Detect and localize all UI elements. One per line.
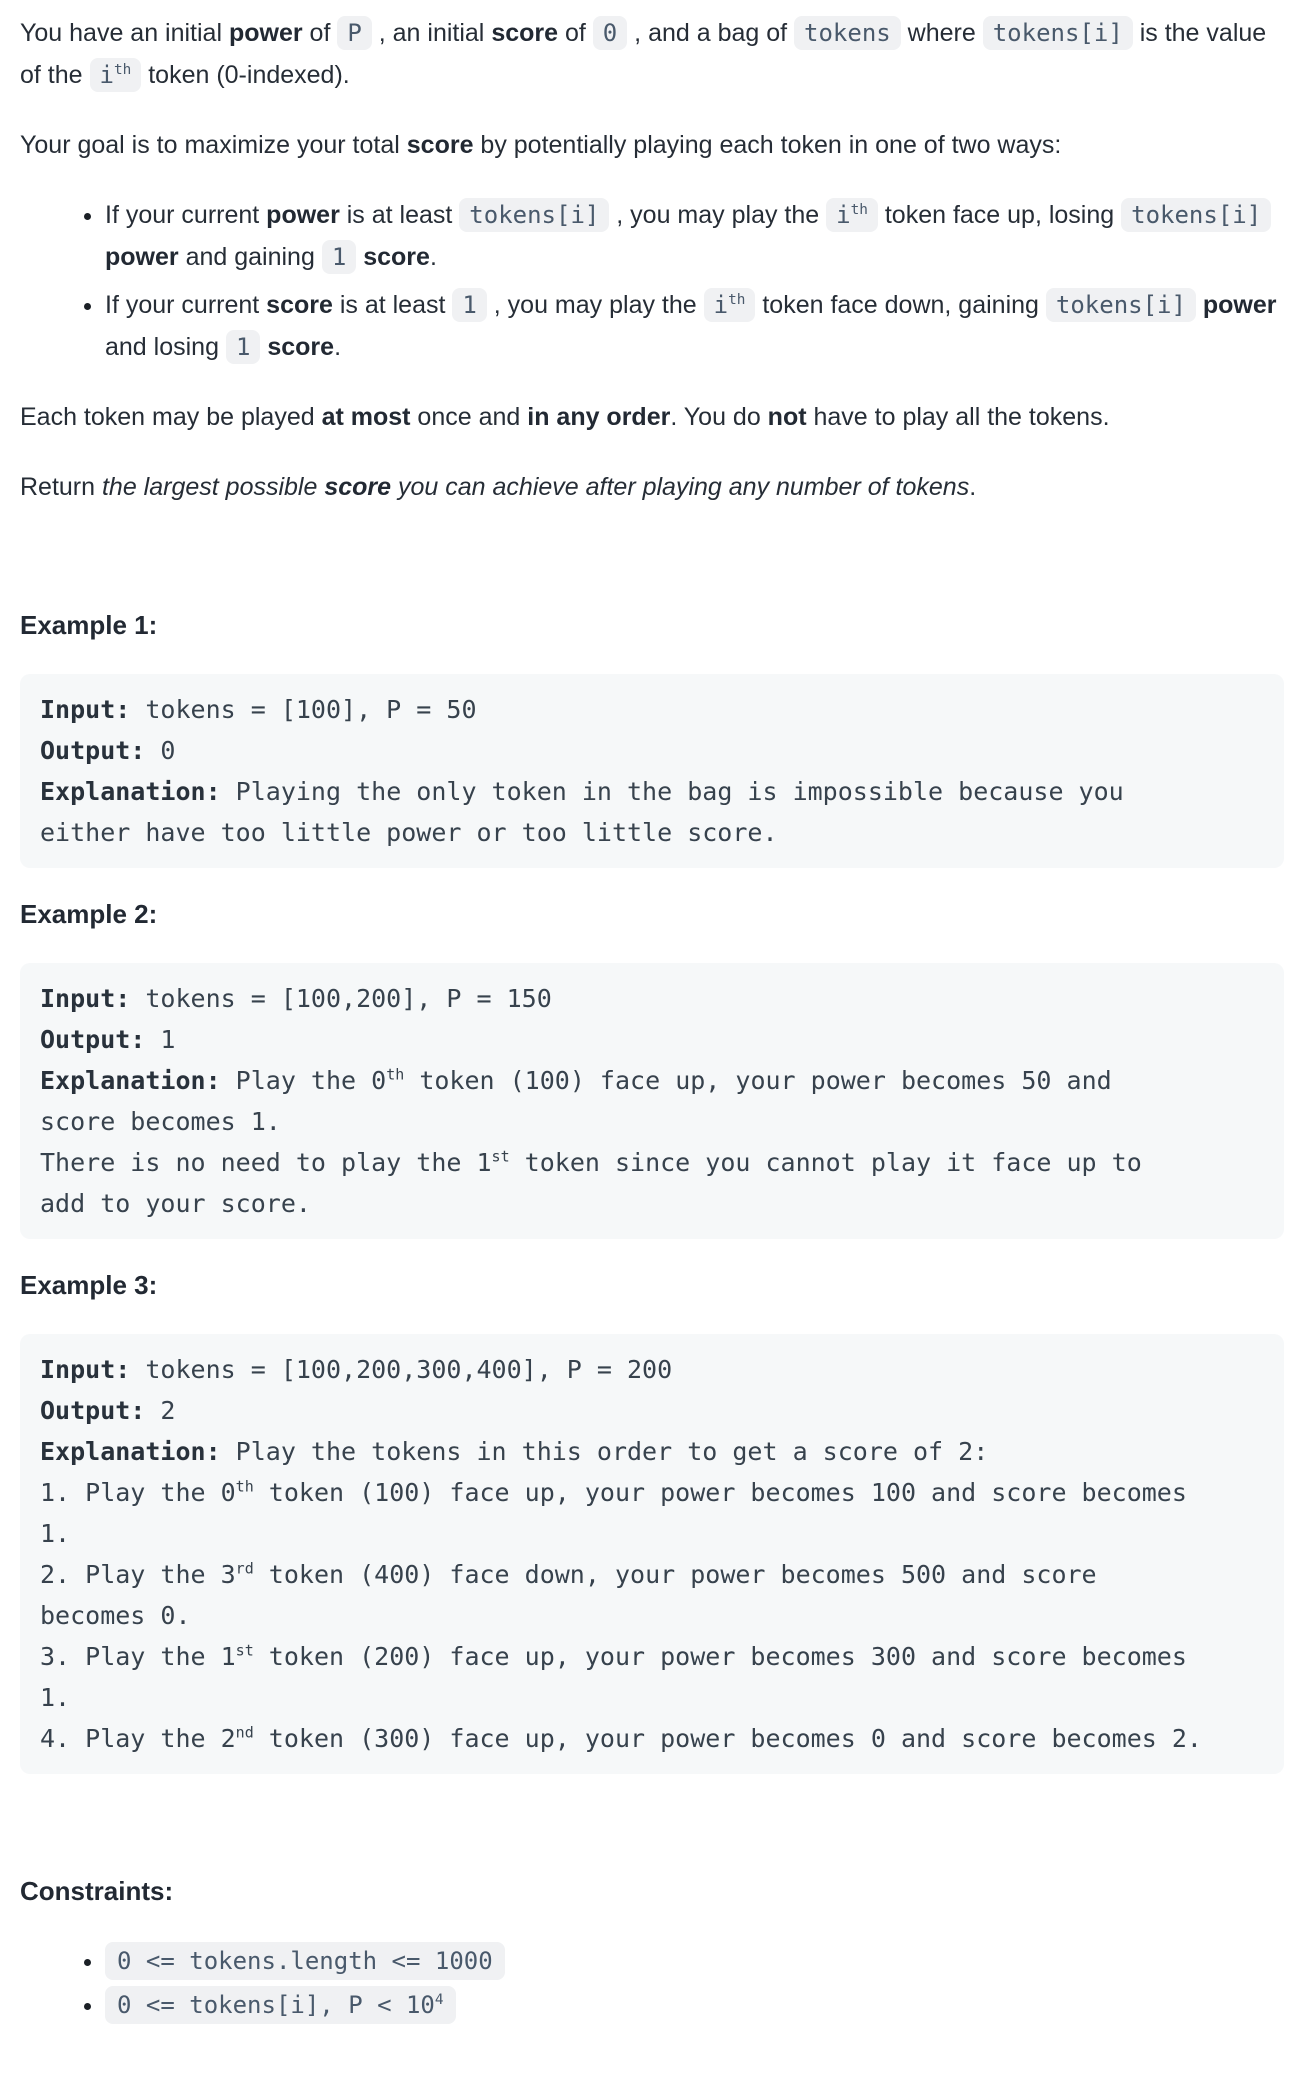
list-item-face-down-rule: • If your current score is at least 1 , you may play the $i^{th}$ token face down, gaining tokens[i] power and losing 1 score. — [105, 284, 1284, 368]
constraints-heading: Constraints: — [20, 1876, 174, 1906]
list-item-face-up-rule: • If your current power is at least tokens[i] , you may play the $i^{th}$ token face up, losing tokens[i] power and gaining 1 score. — [105, 194, 1284, 278]
constraint-item-token-values — [105, 1984, 1284, 2026]
inline-code: $i^{th}$ — [90, 58, 142, 92]
constraints-list — [20, 1940, 1284, 2026]
inline-code: $i^{th}$ — [826, 198, 878, 232]
inline-code: tokens — [794, 16, 901, 50]
inline-code: 1 — [322, 240, 356, 274]
play-options-list — [20, 194, 1284, 368]
inline-code: tokens[i] — [1121, 198, 1271, 232]
goal-paragraph: Your goal is to maximize your total score by potentially playing each token in one of two ways: — [20, 131, 1062, 159]
constraint-item-tokens-length — [105, 1940, 1284, 1982]
example-2-code-block: Input: tokens = [100,200], P = 150 Output: 1 Explanation: Play the 0th token (100) face up, your power becomes 50 and score becomes 1. There is no need to play the 1st token since you cannot play it face up to add to your score. — [20, 963, 1284, 1239]
example-1-code-block: Input: tokens = [100], P = 50 Output: 0 Explanation: Playing the only token in the bag is impossible because you either have too little power or too little score. — [20, 674, 1284, 868]
inline-code: P — [337, 16, 371, 50]
example-1-heading: Example 1: — [20, 610, 158, 640]
inline-code: $i^{th}$ — [704, 288, 756, 322]
inline-code: tokens[i] — [1046, 288, 1196, 322]
problem-intro-paragraph: You have an initial power of P , an initial score of 0 , and a bag of tokens where tokens[i] is the value of the $i^{th}$ token (0-indexed). — [20, 12, 1284, 96]
inline-code: tokens[i] — [983, 16, 1133, 50]
inline-code: 0 <= tokens.length <= 1000 — [105, 1942, 505, 1980]
play-rules-paragraph: Each token may be played at most once and in any order. You do not have to play all the tokens. — [20, 403, 1110, 431]
inline-code: 1 — [226, 330, 260, 364]
inline-code: 0 <= tokens[i], $P < 10^4$ — [105, 1986, 456, 2024]
inline-code: 0 — [593, 16, 627, 50]
inline-code: tokens[i] — [459, 198, 609, 232]
example-3-code-block: Input: tokens = [100,200,300,400], P = 200 Output: 2 Explanation: Play the tokens in this order to get a score of 2: 1. Play the 0th token (100) face up, your power becomes 100 and score becomes 1. 2. Play the 3rd token (400) face down, your power becomes 500 and score becomes 0. 3. Play the 1st token (200) face up, your power becomes 300 and score becomes 1. 4. Play the 2nd token (300) face up, your power becomes 0 and score becomes 2. — [20, 1334, 1284, 1774]
return-statement-paragraph: Return the largest possible score you can achieve after playing any number of tokens. — [20, 473, 977, 501]
example-3-heading: Example 3: — [20, 1270, 158, 1300]
inline-code: 1 — [452, 288, 486, 322]
example-2-heading: Example 2: — [20, 899, 158, 929]
